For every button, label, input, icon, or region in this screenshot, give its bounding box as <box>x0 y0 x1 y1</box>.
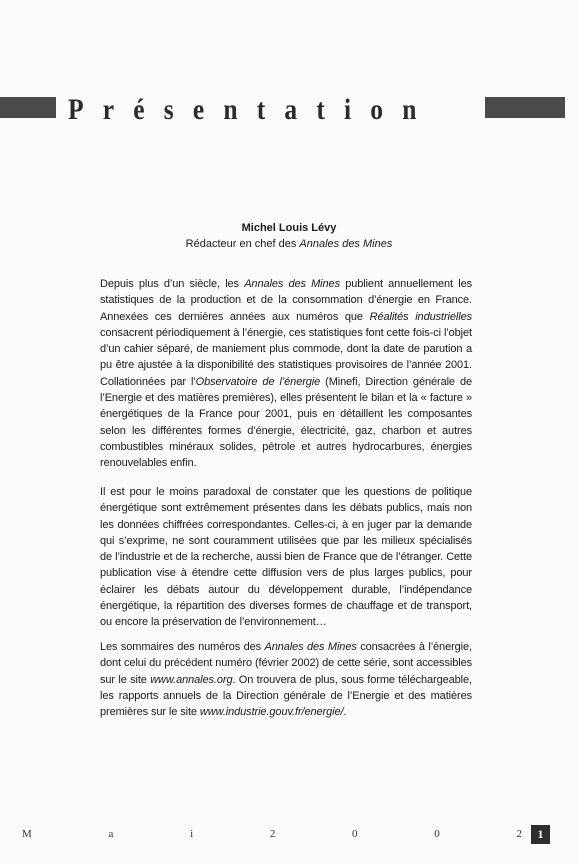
footer-running-date <box>22 824 522 844</box>
author-name: Michel Louis Lévy <box>241 222 337 234</box>
author-role-prefix: Rédacteur en chef des <box>185 238 300 250</box>
author-role <box>0 236 578 252</box>
title-letter: s <box>163 93 174 126</box>
text-segment: (Minefi, Direction générale de l’Energie et des matières premières), elles présentent le bilan et la « facture » énergétiques de la France pour 2001, puis en détaillent les composantes selon les différentes formes d’énergie, électricité, gaz, charbon et autres combustibles minéraux solides, pétrole et autres hydrocarbures, énergies renouvelables enfin. <box>100 375 472 470</box>
italic-text: Annales des Mines <box>244 278 340 290</box>
text-segment: Depuis plus d’un siècle, les <box>100 278 245 290</box>
italic-text: Observatoire de l’énergie <box>195 375 321 388</box>
text-segment: . On trouvera de plus, sous forme téléchargeable, les rapports annuels de la Direction générale de l’Energie et des matières premières sur le site <box>100 673 473 719</box>
footer-letter: 0 <box>352 828 358 840</box>
title-letter: e <box>192 93 205 126</box>
text-segment: Les sommaires des numéros des <box>100 641 265 653</box>
title-letter: a <box>284 93 298 126</box>
footer-letter: 2 <box>516 828 522 840</box>
footer-letter: M <box>22 828 32 840</box>
text-segment: Il est pour le moins paradoxal de constater que les questions de politique énergétique sont extrêmement présentes dans les débats publics, mais non les données chiffrées correspondantes. Celles-ci, à en juger par la demande qui s’exprime, ne sont couramment utilisées que par les milieux spécialisés de l’industrie et de la recherche, aussi bien de France que de l’étranger. Cette publication vise à étendre cette diffusion vers de plus larges publics, pour éclairer les débats autour du développement durable, l’indépendance énergétique, la répartition des diverses formes de chauffage et de transport, ou encore la préservation de l’environnement… <box>100 486 472 629</box>
text-segment: consacrées à l’énergie, dont celui du précédent numéro (février 2002) de cette série, sont accessibles sur le site <box>100 641 472 686</box>
author-role-publication: Annales des Mines <box>299 238 393 250</box>
italic-text: www.industrie.gouv.fr/energie/ <box>199 706 344 719</box>
title-letter: n <box>223 93 238 126</box>
page-number: 1 <box>531 825 550 844</box>
title-letter: P <box>68 93 84 126</box>
paragraph-2 <box>100 484 472 631</box>
header-rule-left <box>0 97 56 118</box>
title-letter: t <box>256 93 266 126</box>
title-letter: r <box>102 93 115 126</box>
italic-text: Annales des Mines <box>264 641 357 653</box>
author-block <box>0 220 578 252</box>
title-letter: é <box>133 93 145 126</box>
footer-letter: 0 <box>434 828 440 840</box>
footer-letter: a <box>108 828 114 840</box>
title-letter: t <box>316 93 325 126</box>
italic-text: www.annales.org <box>150 673 233 686</box>
text-segment: consacrent périodiquement à l’énergie, ces statistiques font cette fois-ci l’objet d’un cahier séparé, de maniement plus commode, dont la date de parution a pu être ajustée à la disponibilité des statistiques provisoires de l’année 2001. Collationnées par l’ <box>100 326 472 388</box>
italic-text: Réalités industrielles <box>369 310 472 323</box>
text-segment: publient annuellement les statistiques de la production et de la consommation d’énergie en France. Annexées ces dernières années aux numéros que <box>100 278 472 323</box>
paragraph-3 <box>100 639 472 720</box>
footer-letter: i <box>190 828 194 840</box>
title-letter: o <box>370 93 384 126</box>
title-letter: i <box>344 93 352 126</box>
header-rule-right <box>485 97 565 118</box>
title-letter: n <box>402 93 417 126</box>
text-segment: . <box>343 706 347 719</box>
footer-letter: 2 <box>269 828 276 840</box>
paragraph-1 <box>100 276 472 472</box>
page-title <box>68 88 417 132</box>
